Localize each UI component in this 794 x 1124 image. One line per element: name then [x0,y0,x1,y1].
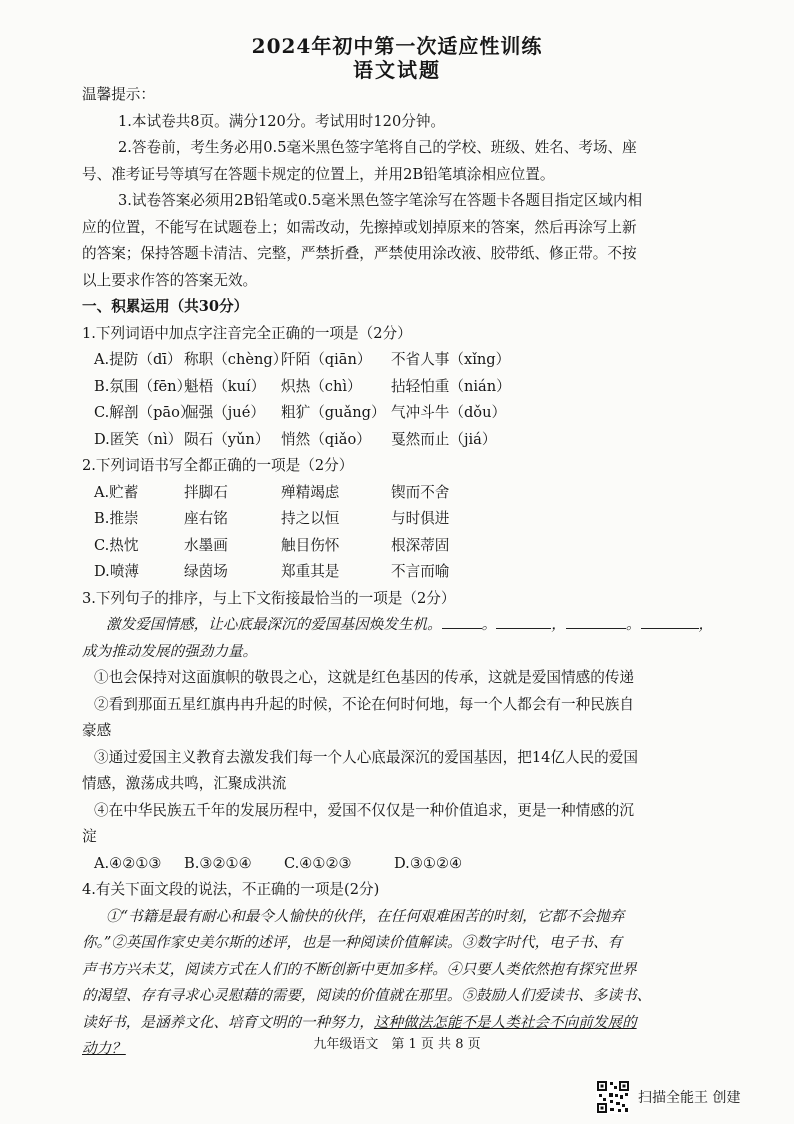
option-cell: B.氛围（fēn） [94,377,192,395]
option-row [82,347,732,374]
notice-line: 3.试卷答案必须用2B铅笔或0.5毫米黑色签字笔涂写在答题卡各题目指定区域内相 [118,192,643,209]
question-stem: 1.下列词语中加点字注音完全正确的一项是（2分） [82,324,412,342]
question-3 [82,586,732,878]
option-cell: 气冲斗牛（dǒu） [391,404,507,421]
option-cell: 与时俱进 [391,510,450,527]
option-cell: 魁梧（kuí） [184,377,266,395]
passage-line: ①“书籍是最有耐心和最令人愉快的伙伴，在任何艰难困苦的时刻，它都不会抛弃 [106,907,625,925]
option-cell: 不言而喻 [391,563,450,580]
context-line: 激发爱国情感，让心底最深沉的爱国基因焕发生机。 。 ， 。 ， [82,612,732,639]
answer-blank [496,612,551,629]
option-cell: B.③②①④ [184,854,252,872]
option-cell: 水墨画 [184,536,228,554]
context-text: 成为推动发展的强劲力量。 [82,642,258,660]
option-row [82,533,732,560]
option-cell: 悄然（qiǎo） [281,430,371,448]
option-cell: 殚精竭虑 [281,483,340,501]
option-row [82,427,732,454]
option-cell: 称职（chèng） [184,351,288,368]
option-row [82,851,732,878]
question-2 [82,453,732,586]
option-row [82,480,732,507]
question-stem: 3.下列句子的排序，与上下文衔接最恰当的一项是（2分） [82,589,456,607]
section-heading: 一、积累运用（共30分） [82,298,249,315]
underlined-sentence: 这种做法怎能不是人类社会不向前发展的 [373,1013,637,1031]
notice-line: 号、准考证号等填写在答题卡规定的位置上，并用2B铅笔填涂相应位置。 [82,165,555,183]
option-cell: 拌脚石 [184,483,228,501]
notice-line: 2.答卷前，考生务必用0.5毫米黑色签字笔将自己的学校、班级、姓名、考场、座 [118,139,637,156]
sentence-item: 情感，激荡成共鸣，汇聚成洪流 [82,775,287,792]
option-cell: 戛然而止（jiá） [391,430,497,448]
sentence-item: ①也会保持对这面旗帜的敬畏之心，这就是红色基因的传承，这就是爱国情感的传递 [94,669,634,686]
sentence-item: ②看到那面五星红旗冉冉升起的时候，不论在何时何地，每一个人都会有一种民族自 [94,695,634,713]
option-cell: D.喷薄 [94,563,140,580]
qr-code-icon [596,1080,630,1114]
exam-title: 2024年初中第一次适应性训练 [251,34,543,58]
option-row [82,506,732,533]
option-cell: 粗犷（guǎng） [281,404,386,421]
option-row [82,374,732,401]
answer-blank [566,612,626,629]
notice-line: 1.本试卷共8页。满分120分。考试用时120分钟。 [118,112,446,130]
context-text: 激发爱国情感，让心底最深沉的爱国基因焕发生机。 [106,616,442,633]
option-cell: A.提防（dī） [94,351,182,368]
option-row [82,559,732,586]
option-cell: 倔强（jué） [184,404,265,421]
option-cell: D.匿笑（nì） [94,430,183,448]
scanner-watermark [596,1080,740,1114]
option-cell: 郑重其是 [281,563,340,580]
question-1 [82,321,732,454]
answer-blank [641,612,699,629]
notice-block [82,82,732,294]
passage-text: 读好书，是涵养文化、培育文明的一种努力， [82,1013,374,1031]
watermark-text: 扫描全能王 创建 [638,1090,741,1106]
option-cell: C.④①②③ [284,854,352,872]
option-cell: 不省人事（xǐng） [391,351,511,368]
option-cell: 拈轻怕重（nián） [391,377,511,395]
sentence-item: 豪感 [82,722,112,739]
question-stem: 2.下列词语书写全都正确的一项是（2分） [82,457,354,474]
notice-line: 以上要求作答的答案无效。 [82,271,258,289]
option-cell: 触目伤怀 [281,536,340,554]
option-cell: B.推崇 [94,510,139,527]
passage-line: 的渴望、存有寻求心灵慰藉的需要，阅读的价值就在那里。⑤鼓励人们爱读书、多读书、 [82,987,652,1004]
question-stem: 4.有关下面文段的说法，不正确的一项是(2分) [82,881,380,898]
option-cell: 陨石（yǔn） [184,430,270,448]
option-cell: A.④②①③ [94,854,162,872]
option-cell: 绿茵场 [184,563,228,580]
option-cell: A.贮蓄 [94,483,139,501]
answer-blank [442,612,482,629]
underlined-sentence: 动力？ [82,1040,126,1057]
notice-heading: 温馨提示： [82,86,155,103]
option-cell: 炽热（chì） [281,377,362,395]
option-cell: 阡陌（qiān） [281,351,372,368]
passage-line: 你。”②英国作家史美尔斯的述评，也是一种阅读价值解读。③数字时代，电子书、有 [82,934,623,951]
sentence-item: ③通过爱国主义教育去激发我们每一个人心底最深沉的爱国基因，把14亿人民的爱国 [94,748,638,766]
sentence-item: 淀 [82,828,97,845]
notice-line: 应的位置，不能写在试题卷上；如需改动，先擦掉或划掉原来的答案，然后再涂写上新 [82,218,637,236]
exam-subtitle: 语文试题 [353,58,441,82]
option-cell: C.热忱 [94,536,139,554]
option-row [82,400,732,427]
passage-line: 声书方兴未艾，阅读方式在人们的不断创新中更加多样。④只要人类依然抱有探究世界 [82,960,637,978]
option-cell: 根深蒂固 [391,536,450,554]
option-cell: 锲而不舍 [391,483,450,501]
sentence-item: ④在中华民族五千年的发展历程中，爱国不仅仅是一种价值追求，更是一种情感的沉 [94,801,634,819]
option-cell: 持之以恒 [281,510,340,527]
notice-line: 的答案；保持答题卡清洁、完整，严禁折叠，严禁使用涂改液、胶带纸、修正带。不按 [82,245,637,262]
page-footer: 九年级语文 第 1 页 共 8 页 [313,1037,481,1052]
option-cell: D.③①②④ [394,854,463,872]
option-cell: C.解剖（pāo） [94,404,195,421]
exam-content [82,82,732,1063]
option-cell: 座右铭 [184,510,228,527]
